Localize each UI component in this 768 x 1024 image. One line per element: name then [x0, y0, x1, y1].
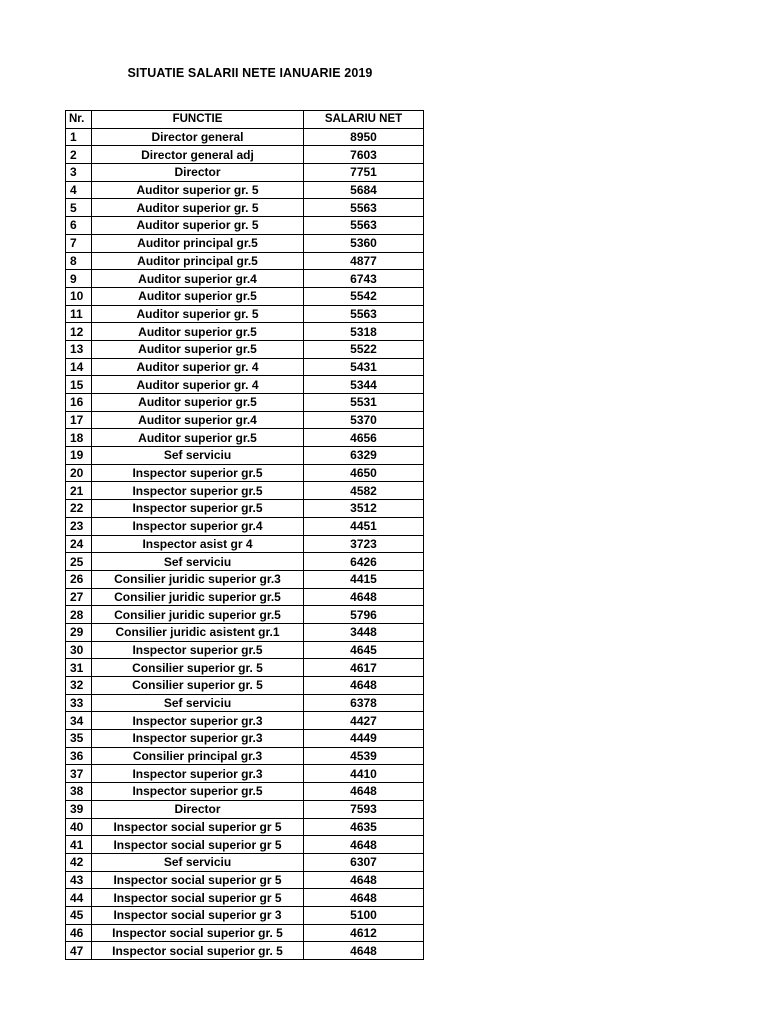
- net-salary-cell: 4451: [304, 517, 424, 535]
- function-cell: Inspector social superior gr 5: [92, 836, 304, 854]
- table-row: [66, 588, 424, 606]
- row-number-cell: 38: [66, 783, 92, 801]
- row-number-cell: 44: [66, 889, 92, 907]
- row-number-cell: 5: [66, 199, 92, 217]
- net-salary-cell: 4410: [304, 765, 424, 783]
- table-row: [66, 464, 424, 482]
- row-number-cell: 15: [66, 376, 92, 394]
- table-row: [66, 694, 424, 712]
- row-number-cell: 23: [66, 517, 92, 535]
- salary-table: [65, 110, 424, 960]
- function-cell: Auditor superior gr.5: [92, 340, 304, 358]
- function-cell: Inspector superior gr.4: [92, 517, 304, 535]
- function-cell: Auditor superior gr. 4: [92, 358, 304, 376]
- table-row: [66, 199, 424, 217]
- table-row: [66, 747, 424, 765]
- row-number-cell: 12: [66, 323, 92, 341]
- table-row: [66, 836, 424, 854]
- row-number-cell: 1: [66, 128, 92, 146]
- row-number-cell: 30: [66, 641, 92, 659]
- row-number-cell: 11: [66, 305, 92, 323]
- net-salary-cell: 4635: [304, 818, 424, 836]
- row-number-cell: 47: [66, 942, 92, 960]
- row-number-cell: 19: [66, 447, 92, 465]
- net-salary-cell: 7593: [304, 800, 424, 818]
- table-row: [66, 217, 424, 235]
- function-cell: Director general adj: [92, 146, 304, 164]
- function-cell: Inspector superior gr.3: [92, 730, 304, 748]
- row-number-cell: 39: [66, 800, 92, 818]
- net-salary-cell: 4645: [304, 641, 424, 659]
- row-number-cell: 10: [66, 287, 92, 305]
- function-cell: Inspector superior gr.5: [92, 482, 304, 500]
- row-number-cell: 28: [66, 606, 92, 624]
- net-salary-cell: 4449: [304, 730, 424, 748]
- net-salary-cell: 5563: [304, 217, 424, 235]
- function-cell: Inspector superior gr.5: [92, 641, 304, 659]
- function-cell: Sef serviciu: [92, 447, 304, 465]
- function-cell: Auditor superior gr. 5: [92, 181, 304, 199]
- net-salary-cell: 4648: [304, 677, 424, 695]
- table-row: [66, 340, 424, 358]
- net-salary-cell: 6426: [304, 553, 424, 571]
- net-salary-cell: 5563: [304, 305, 424, 323]
- function-cell: Director: [92, 800, 304, 818]
- row-number-cell: 35: [66, 730, 92, 748]
- table-row: [66, 623, 424, 641]
- net-salary-cell: 4877: [304, 252, 424, 270]
- row-number-cell: 42: [66, 853, 92, 871]
- table-row: [66, 924, 424, 942]
- row-number-cell: 3: [66, 164, 92, 182]
- function-cell: Auditor superior gr.5: [92, 323, 304, 341]
- net-salary-cell: 4648: [304, 871, 424, 889]
- table-header-row: [66, 111, 424, 129]
- row-number-cell: 43: [66, 871, 92, 889]
- table-row: [66, 570, 424, 588]
- net-salary-cell: 5318: [304, 323, 424, 341]
- function-cell: Auditor superior gr.5: [92, 429, 304, 447]
- net-salary-cell: 4415: [304, 570, 424, 588]
- table-row: [66, 394, 424, 412]
- table-row: [66, 553, 424, 571]
- row-number-cell: 21: [66, 482, 92, 500]
- function-cell: Sef serviciu: [92, 694, 304, 712]
- row-number-cell: 26: [66, 570, 92, 588]
- function-cell: Inspector social superior gr 5: [92, 818, 304, 836]
- function-cell: Inspector social superior gr 5: [92, 889, 304, 907]
- function-cell: Inspector social superior gr 5: [92, 871, 304, 889]
- row-number-cell: 17: [66, 411, 92, 429]
- net-salary-cell: 8950: [304, 128, 424, 146]
- table-row: [66, 146, 424, 164]
- row-number-cell: 2: [66, 146, 92, 164]
- row-number-cell: 16: [66, 394, 92, 412]
- net-salary-cell: 5522: [304, 340, 424, 358]
- table-row: [66, 783, 424, 801]
- net-salary-cell: 5684: [304, 181, 424, 199]
- net-salary-cell: 4539: [304, 747, 424, 765]
- net-salary-cell: 5542: [304, 287, 424, 305]
- table-row: [66, 889, 424, 907]
- table-row: [66, 447, 424, 465]
- net-salary-cell: 6743: [304, 270, 424, 288]
- table-row: [66, 234, 424, 252]
- table-row: [66, 252, 424, 270]
- net-salary-cell: 5100: [304, 906, 424, 924]
- net-salary-cell: 7751: [304, 164, 424, 182]
- table-row: [66, 677, 424, 695]
- function-cell: Auditor superior gr. 5: [92, 199, 304, 217]
- net-salary-cell: 4427: [304, 712, 424, 730]
- row-number-cell: 41: [66, 836, 92, 854]
- function-cell: Inspector social superior gr 3: [92, 906, 304, 924]
- net-salary-cell: 6378: [304, 694, 424, 712]
- table-row: [66, 942, 424, 960]
- row-number-cell: 24: [66, 535, 92, 553]
- row-number-cell: 8: [66, 252, 92, 270]
- net-salary-cell: 5344: [304, 376, 424, 394]
- function-cell: Sef serviciu: [92, 853, 304, 871]
- function-cell: Consilier juridic superior gr.5: [92, 588, 304, 606]
- table-row: [66, 730, 424, 748]
- function-cell: Director general: [92, 128, 304, 146]
- table-row: [66, 535, 424, 553]
- table-row: [66, 765, 424, 783]
- net-salary-cell: 5531: [304, 394, 424, 412]
- table-row: [66, 659, 424, 677]
- function-cell: Auditor superior gr. 4: [92, 376, 304, 394]
- row-number-cell: 4: [66, 181, 92, 199]
- function-cell: Inspector superior gr.3: [92, 712, 304, 730]
- function-cell: Consilier juridic superior gr.3: [92, 570, 304, 588]
- net-salary-cell: 4612: [304, 924, 424, 942]
- table-row: [66, 164, 424, 182]
- function-cell: Inspector superior gr.3: [92, 765, 304, 783]
- function-cell: Auditor superior gr.4: [92, 411, 304, 429]
- table-row: [66, 411, 424, 429]
- table-row: [66, 358, 424, 376]
- net-salary-cell: 4650: [304, 464, 424, 482]
- row-number-cell: 27: [66, 588, 92, 606]
- function-cell: Auditor principal gr.5: [92, 234, 304, 252]
- row-number-cell: 37: [66, 765, 92, 783]
- net-salary-cell: 5431: [304, 358, 424, 376]
- table-row: [66, 429, 424, 447]
- table-body: [66, 128, 424, 959]
- function-cell: Auditor superior gr. 5: [92, 217, 304, 235]
- row-number-cell: 32: [66, 677, 92, 695]
- function-cell: Inspector superior gr.5: [92, 783, 304, 801]
- row-number-cell: 18: [66, 429, 92, 447]
- table-row: [66, 500, 424, 518]
- row-number-cell: 25: [66, 553, 92, 571]
- table-row: [66, 906, 424, 924]
- table-row: [66, 305, 424, 323]
- function-cell: Consilier superior gr. 5: [92, 677, 304, 695]
- function-cell: Inspector social superior gr. 5: [92, 924, 304, 942]
- row-number-cell: 36: [66, 747, 92, 765]
- row-number-cell: 9: [66, 270, 92, 288]
- function-cell: Inspector asist gr 4: [92, 535, 304, 553]
- row-number-cell: 29: [66, 623, 92, 641]
- net-salary-cell: 5563: [304, 199, 424, 217]
- table-row: [66, 641, 424, 659]
- function-cell: Inspector superior gr.5: [92, 464, 304, 482]
- function-cell: Consilier principal gr.3: [92, 747, 304, 765]
- net-salary-cell: 7603: [304, 146, 424, 164]
- row-number-cell: 14: [66, 358, 92, 376]
- net-salary-cell: 4648: [304, 783, 424, 801]
- row-number-cell: 33: [66, 694, 92, 712]
- table-row: [66, 181, 424, 199]
- function-cell: Consilier juridic asistent gr.1: [92, 623, 304, 641]
- function-cell: Consilier superior gr. 5: [92, 659, 304, 677]
- row-number-cell: 40: [66, 818, 92, 836]
- net-salary-cell: 6307: [304, 853, 424, 871]
- header-salariu-net: SALARIU NET: [304, 111, 424, 129]
- table-row: [66, 323, 424, 341]
- row-number-cell: 34: [66, 712, 92, 730]
- table-row: [66, 871, 424, 889]
- net-salary-cell: 3723: [304, 535, 424, 553]
- table-row: [66, 800, 424, 818]
- row-number-cell: 13: [66, 340, 92, 358]
- function-cell: Auditor superior gr.5: [92, 394, 304, 412]
- header-functie: FUNCTIE: [92, 111, 304, 129]
- row-number-cell: 46: [66, 924, 92, 942]
- net-salary-cell: 4617: [304, 659, 424, 677]
- net-salary-cell: 3448: [304, 623, 424, 641]
- net-salary-cell: 4648: [304, 588, 424, 606]
- net-salary-cell: 4582: [304, 482, 424, 500]
- table-row: [66, 287, 424, 305]
- function-cell: Sef serviciu: [92, 553, 304, 571]
- net-salary-cell: 4656: [304, 429, 424, 447]
- table-row: [66, 517, 424, 535]
- table-row: [66, 606, 424, 624]
- net-salary-cell: 4648: [304, 836, 424, 854]
- function-cell: Auditor superior gr. 5: [92, 305, 304, 323]
- net-salary-cell: 5370: [304, 411, 424, 429]
- net-salary-cell: 5360: [304, 234, 424, 252]
- function-cell: Auditor principal gr.5: [92, 252, 304, 270]
- function-cell: Inspector superior gr.5: [92, 500, 304, 518]
- table-row: [66, 128, 424, 146]
- function-cell: Consilier juridic superior gr.5: [92, 606, 304, 624]
- row-number-cell: 6: [66, 217, 92, 235]
- function-cell: Director: [92, 164, 304, 182]
- row-number-cell: 20: [66, 464, 92, 482]
- row-number-cell: 7: [66, 234, 92, 252]
- document-title: SITUATIE SALARII NETE IANUARIE 2019: [127, 66, 373, 80]
- header-nr: Nr.: [66, 111, 92, 129]
- net-salary-cell: 4648: [304, 889, 424, 907]
- net-salary-cell: 5796: [304, 606, 424, 624]
- net-salary-cell: 3512: [304, 500, 424, 518]
- function-cell: Auditor superior gr.4: [92, 270, 304, 288]
- row-number-cell: 31: [66, 659, 92, 677]
- function-cell: Inspector social superior gr. 5: [92, 942, 304, 960]
- table-row: [66, 853, 424, 871]
- row-number-cell: 45: [66, 906, 92, 924]
- net-salary-cell: 6329: [304, 447, 424, 465]
- net-salary-cell: 4648: [304, 942, 424, 960]
- table-row: [66, 376, 424, 394]
- table-row: [66, 270, 424, 288]
- row-number-cell: 22: [66, 500, 92, 518]
- table-row: [66, 712, 424, 730]
- table-row: [66, 482, 424, 500]
- table-row: [66, 818, 424, 836]
- function-cell: Auditor superior gr.5: [92, 287, 304, 305]
